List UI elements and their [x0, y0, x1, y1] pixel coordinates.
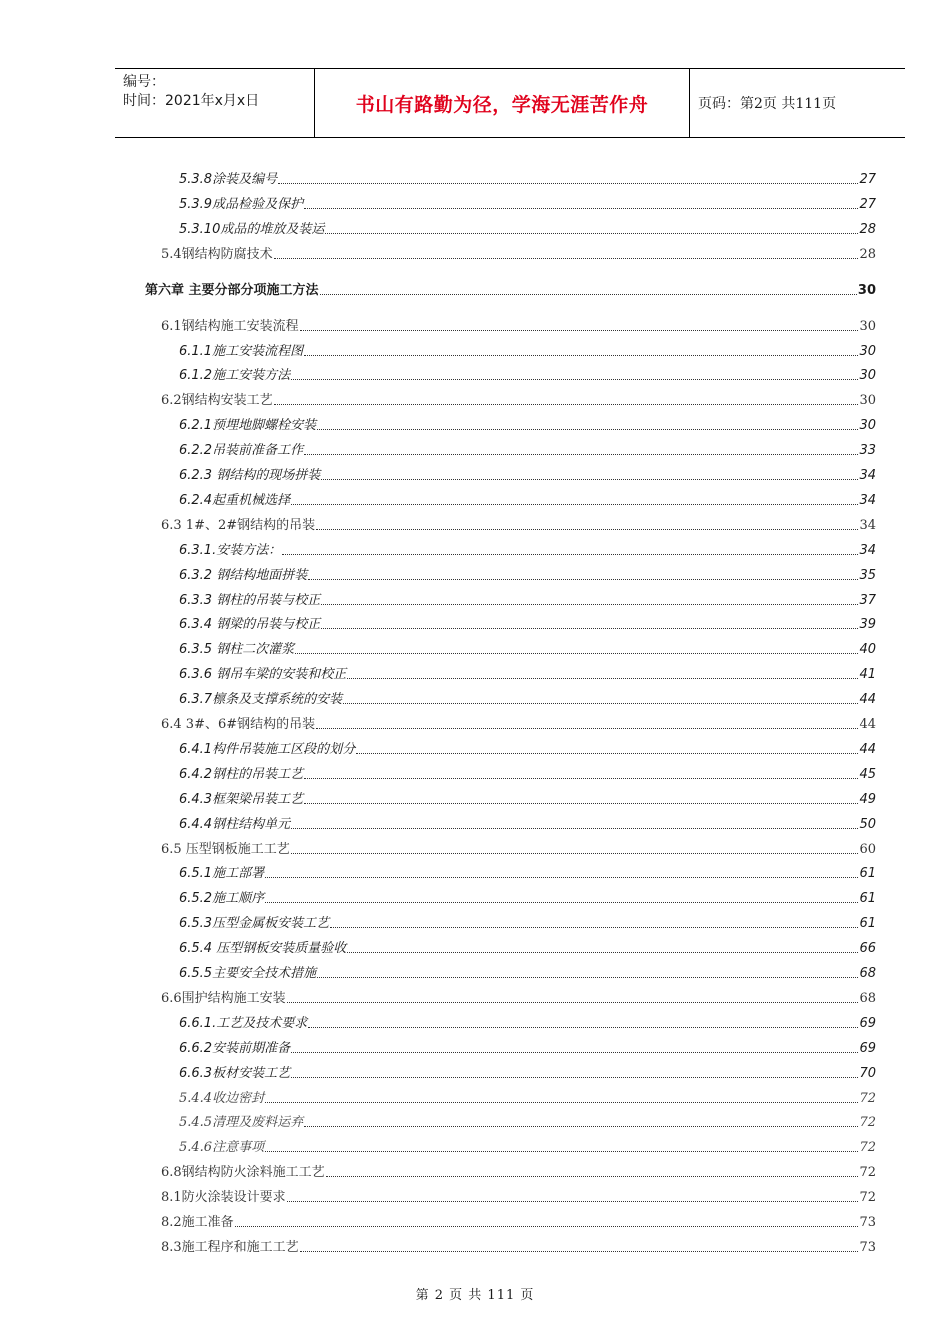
- toc-entry-title: 6.3.1.安装方法：: [179, 542, 282, 558]
- toc-leader-dots: [235, 1226, 859, 1227]
- toc-leader-dots: [291, 828, 858, 829]
- toc-entry[interactable]: [179, 541, 876, 559]
- toc-entry-page: 60: [859, 841, 876, 857]
- toc-entry-page: 34: [859, 492, 876, 508]
- toc-leader-dots: [287, 1201, 859, 1202]
- toc-leader-dots: [291, 853, 859, 854]
- toc-leader-dots: [304, 355, 858, 356]
- toc-entry-page: 27: [859, 196, 876, 212]
- toc-entry[interactable]: [161, 1238, 876, 1256]
- toc-entry[interactable]: [161, 840, 876, 858]
- toc-entry[interactable]: [179, 491, 876, 509]
- toc-leader-dots: [304, 454, 858, 455]
- toc-entry[interactable]: [179, 790, 876, 808]
- toc-entry[interactable]: [179, 690, 876, 708]
- toc-entry-page: 70: [859, 1065, 876, 1081]
- toc-entry-title: 6.3.3 钢柱的吊装与校正: [179, 592, 321, 608]
- toc-entry-page: 35: [859, 567, 876, 583]
- toc-entry[interactable]: [179, 566, 876, 584]
- toc-entry[interactable]: [179, 342, 876, 360]
- toc-entry-title: 6.3.4 钢梁的吊装与校正: [179, 617, 321, 633]
- toc-leader-dots: [343, 703, 858, 704]
- toc-entry-title: 5.3.9成品检验及保护: [179, 196, 304, 212]
- toc-entry[interactable]: [179, 914, 876, 932]
- toc-entry-page: 45: [859, 766, 876, 782]
- page-footer: 第 2 页 共 111 页: [415, 1288, 535, 1303]
- toc-entry[interactable]: [179, 964, 876, 982]
- toc-entry-title: 6.3.6 钢吊车梁的安装和校正: [179, 667, 347, 683]
- toc-entry-title: 6.4.2钢柱的吊装工艺: [179, 766, 304, 782]
- toc-entry-title: 6.4.4钢柱结构单元: [179, 816, 291, 832]
- toc-entry[interactable]: [179, 1014, 876, 1032]
- header-page-info: 页码：第2页 共111页: [698, 96, 837, 112]
- toc-entry[interactable]: [179, 740, 876, 758]
- toc-entry-title: 5.3.10成品的堆放及装运: [179, 221, 325, 237]
- toc-entry-page: 30: [859, 343, 876, 359]
- toc-entry-title: 6.1钢结构施工安装流程: [161, 318, 299, 334]
- toc-leader-dots: [317, 429, 858, 430]
- toc-entry-title: 5.4钢结构防腐技术: [161, 246, 273, 262]
- toc-entry-page: 69: [859, 1040, 876, 1056]
- toc-entry-page: 69: [859, 1015, 876, 1031]
- toc-entry-page: 61: [859, 891, 876, 907]
- toc-leader-dots: [274, 404, 859, 405]
- toc-entry-title: 6.4.3框架梁吊装工艺: [179, 791, 304, 807]
- toc-entry-page: 40: [859, 642, 876, 658]
- toc-entry[interactable]: [179, 939, 876, 957]
- toc-entry-title: 6.4.1构件吊装施工区段的划分: [179, 741, 356, 757]
- toc-entry[interactable]: [179, 1138, 876, 1156]
- toc-entry-title: 8.2施工准备: [161, 1215, 234, 1230]
- toc-leader-dots: [304, 778, 858, 779]
- toc-leader-dots: [320, 294, 857, 295]
- toc-entry-title: 8.1防火涂装设计要求: [161, 1190, 286, 1206]
- toc-entry-page: 30: [859, 393, 876, 409]
- toc-entry-title: 6.2钢结构安装工艺: [161, 393, 273, 409]
- toc-entry-title: 6.6围护结构施工安装: [161, 990, 286, 1006]
- toc-entry-title: 6.2.2吊装前准备工作: [179, 443, 304, 459]
- toc-entry[interactable]: [179, 640, 876, 658]
- header-motto: 书山有路勤为径，学海无涯苦作舟: [315, 69, 690, 137]
- toc-entry[interactable]: [179, 864, 876, 882]
- toc-entry[interactable]: [179, 665, 876, 683]
- toc-entry-page: 68: [859, 966, 876, 981]
- toc-leader-dots: [300, 1251, 859, 1252]
- toc-entry[interactable]: [161, 1188, 876, 1206]
- toc-entry-page: 50: [859, 816, 876, 832]
- toc-entry-title: 6.2.4起重机械选择: [179, 492, 291, 508]
- toc-entry-page: 72: [859, 1190, 876, 1206]
- toc-entry-page: 28: [859, 246, 876, 262]
- toc-entry[interactable]: [179, 591, 876, 609]
- toc-leader-dots: [308, 579, 858, 580]
- toc-leader-dots: [316, 529, 858, 530]
- toc-leader-dots: [308, 1027, 858, 1028]
- toc-entry-page: 61: [859, 916, 876, 932]
- toc-entry[interactable]: [145, 281, 876, 299]
- toc-entry[interactable]: [161, 1163, 876, 1181]
- toc-leader-dots: [291, 504, 858, 505]
- toc-leader-dots: [300, 330, 859, 331]
- toc-entry[interactable]: [161, 989, 876, 1007]
- toc-entry-title: 5.4.6注意事项: [179, 1140, 265, 1156]
- toc-entry[interactable]: [179, 466, 876, 484]
- toc-entry-page: 37: [859, 592, 876, 608]
- toc-entry-title: 6.5.3压型金属板安装工艺: [179, 916, 330, 932]
- toc-leader-dots: [287, 1002, 859, 1003]
- toc-entry-title: 6.5.1施工部署: [179, 866, 265, 882]
- toc-leader-dots: [291, 379, 858, 380]
- toc-entry-title: 6.5 压型钢板施工工艺: [161, 841, 290, 857]
- toc-entry[interactable]: [161, 516, 876, 534]
- toc-entry[interactable]: [179, 1089, 876, 1107]
- toc-entry[interactable]: [161, 317, 876, 335]
- toc-entry-title: 6.6.1.工艺及技术要求: [179, 1015, 308, 1031]
- toc-entry-title: 6.2.3 钢结构的现场拼装: [179, 468, 321, 483]
- toc-entry-page: 49: [859, 791, 876, 807]
- toc-entry[interactable]: [179, 366, 876, 384]
- toc-leader-dots: [316, 728, 858, 729]
- toc-leader-dots: [304, 803, 858, 804]
- toc-entry-page: 30: [859, 318, 876, 334]
- toc-entry-page: 34: [859, 542, 876, 558]
- toc-entry-page: 68: [859, 990, 876, 1006]
- toc-entry[interactable]: [161, 391, 876, 409]
- toc-leader-dots: [304, 208, 858, 209]
- toc-entry-title: 6.2.1预埋地脚螺栓安装: [179, 418, 317, 434]
- toc-leader-dots: [330, 927, 858, 928]
- toc-entry-page: 34: [859, 468, 876, 483]
- toc-entry-title: 6.3 1#、2#钢结构的吊装: [161, 517, 316, 533]
- toc-entry-page: 30: [859, 418, 876, 434]
- page-header: [115, 68, 905, 138]
- toc-leader-dots: [325, 233, 858, 234]
- toc-entry-title: 8.3施工程序和施工工艺: [161, 1239, 299, 1255]
- toc-leader-dots: [317, 977, 858, 978]
- toc-entry-title: 6.5.4 压型钢板安装质量验收: [179, 941, 347, 957]
- toc-entry-page: 30: [859, 368, 876, 384]
- toc-entry-title: 6.3.5 钢柱二次灌浆: [179, 642, 295, 658]
- toc-leader-dots: [265, 902, 858, 903]
- toc-entry[interactable]: [179, 416, 876, 434]
- toc-entry-title: 第六章 主要分部分项施工方法: [145, 282, 319, 298]
- toc-entry-page: 73: [859, 1215, 876, 1230]
- toc-entry-title: 5.3.8涂装及编号: [179, 172, 278, 187]
- toc-entry[interactable]: [179, 170, 876, 188]
- toc-entry[interactable]: [179, 1039, 876, 1057]
- toc-entry-page: 39: [859, 617, 876, 633]
- toc-entry-page: 41: [859, 667, 876, 683]
- toc-leader-dots: [274, 258, 859, 259]
- toc-entry-page: 33: [859, 443, 876, 459]
- toc-entry[interactable]: [179, 195, 876, 213]
- toc-leader-dots: [321, 628, 858, 629]
- toc-entry[interactable]: [161, 715, 876, 733]
- toc-leader-dots: [347, 678, 858, 679]
- toc-leader-dots: [265, 1102, 858, 1103]
- toc-leader-dots: [304, 1126, 858, 1127]
- header-meta: [115, 69, 315, 137]
- toc-leader-dots: [282, 554, 858, 555]
- toc-entry-title: 5.4.4收边密封: [179, 1090, 265, 1106]
- toc-entry-page: 28: [859, 221, 876, 237]
- toc-entry-page: 66: [859, 941, 876, 957]
- toc-entry[interactable]: [179, 815, 876, 833]
- toc-entry-page: 44: [859, 741, 876, 757]
- toc-entry-title: 6.3.2 钢结构地面拼装: [179, 567, 308, 583]
- toc-entry-page: 72: [859, 1165, 876, 1181]
- toc-leader-dots: [321, 479, 858, 480]
- toc-leader-dots: [347, 952, 858, 953]
- toc-leader-dots: [356, 753, 858, 754]
- toc-entry-title: 6.8钢结构防火涂料施工工艺: [161, 1165, 325, 1181]
- toc-entry[interactable]: [161, 245, 876, 263]
- toc-entry[interactable]: [179, 889, 876, 907]
- toc-entry-title: 6.5.5主要安全技术措施: [179, 966, 317, 981]
- time-label: 时间：2021年x月x日: [123, 93, 260, 109]
- toc-entry-page: 72: [859, 1140, 876, 1156]
- toc-entry-title: 6.1.2施工安装方法: [179, 368, 291, 384]
- toc-entry-title: 6.5.2施工顺序: [179, 891, 265, 907]
- toc-entry-page: 44: [859, 692, 876, 708]
- toc-entry[interactable]: [161, 1213, 876, 1231]
- toc-entry-title: 6.6.3板材安装工艺: [179, 1065, 291, 1081]
- toc-leader-dots: [278, 183, 858, 184]
- toc-entry[interactable]: [179, 441, 876, 459]
- toc-entry-page: 27: [859, 172, 876, 187]
- toc-leader-dots: [321, 604, 858, 605]
- toc-entry[interactable]: [179, 1064, 876, 1082]
- toc-leader-dots: [265, 1151, 858, 1152]
- toc-entry-page: 72: [859, 1115, 876, 1131]
- toc-entry-title: 6.1.1施工安装流程图: [179, 343, 304, 359]
- toc-entry-page: 72: [859, 1090, 876, 1106]
- toc-leader-dots: [291, 1052, 858, 1053]
- toc-entry-title: 6.3.7檩条及支撑系统的安装: [179, 692, 343, 708]
- toc-leader-dots: [265, 877, 858, 878]
- toc-entry[interactable]: [179, 1113, 876, 1131]
- toc-entry-page: 61: [859, 866, 876, 882]
- toc-entry-title: 6.6.2安装前期准备: [179, 1040, 291, 1056]
- toc-entry-title: 6.4 3#、6#钢结构的吊装: [161, 717, 316, 732]
- toc-entry-page: 73: [859, 1239, 876, 1255]
- toc-leader-dots: [291, 1077, 858, 1078]
- toc-entry[interactable]: [179, 220, 876, 238]
- number-label: 编号：: [123, 74, 165, 90]
- toc-entry-page: 44: [859, 717, 876, 732]
- toc-entry-page: 34: [859, 517, 876, 533]
- toc-leader-dots: [326, 1176, 859, 1177]
- toc-entry-page: 30: [857, 282, 876, 298]
- toc-entry[interactable]: [179, 765, 876, 783]
- toc-leader-dots: [295, 653, 858, 654]
- toc-entry-title: 5.4.5清理及废料运弃: [179, 1115, 304, 1131]
- toc-entry[interactable]: [179, 615, 876, 633]
